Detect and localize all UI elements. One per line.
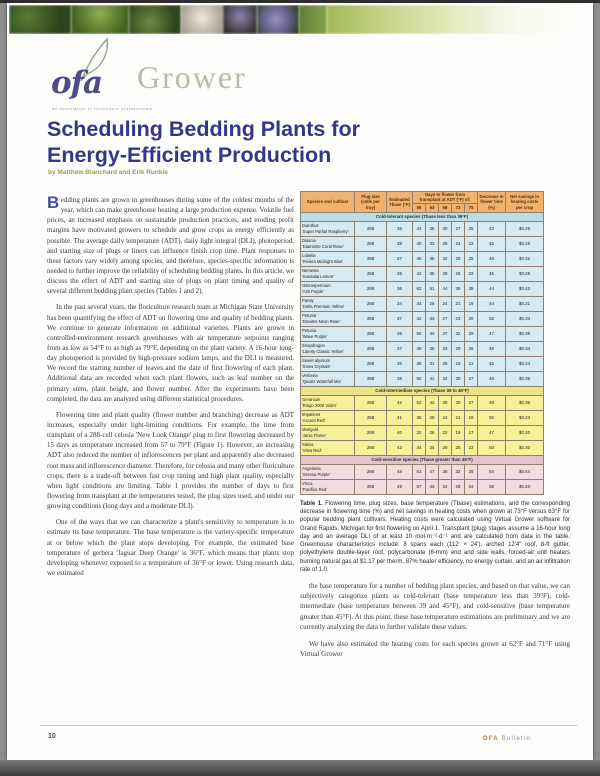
days-cell: 61: [413, 464, 426, 479]
table-row: [301, 281, 544, 296]
days-cell: 41: [426, 371, 439, 386]
tbase-cell: 42: [387, 395, 413, 410]
days-cell: 28: [452, 479, 465, 494]
tbase-cell: 38: [387, 236, 413, 251]
days-cell: 23: [452, 311, 465, 326]
col-header-adt-temp: 78: [465, 203, 478, 212]
cultivar-name: 'Riviera Midnight Blue': [302, 258, 344, 264]
species-cell: Snapdragon 'Liberty Classic Yellow': [301, 341, 355, 356]
days-cell: 44: [426, 326, 439, 341]
days-cell: 29: [426, 410, 439, 425]
table1: [300, 191, 544, 495]
days-cell: 35: [465, 281, 478, 296]
plug-size-cell: 288: [355, 281, 387, 296]
section-band-label: Cold-intermediate species (Tbase 39 to 45°F): [301, 386, 544, 395]
days-cell: 32: [413, 425, 426, 440]
days-cell: 24: [465, 479, 478, 494]
days-cell: 27: [465, 395, 478, 410]
tbase-cell: 34: [387, 296, 413, 311]
decrease-cell: 54: [478, 464, 506, 479]
days-cell: 33: [426, 236, 439, 251]
days-cell: 28: [452, 251, 465, 266]
logo-tagline: an association of floriculture professionals: [52, 106, 153, 111]
species-cell: Petunia 'Dreams Neon Rose': [301, 311, 355, 326]
body-paragraph: Bedding plants are grown in greenhouses during some of the coldest months of the year, which can make greenhouse heating a large production expense. Volatile fuel prices, an increased emphasis on sustainable production practices, and eroding profit margins have motivated growers to schedule and grow crops as energy efficiently as possible. The average daily temperature (ADT), daily light integral (DLI), photoperiod, and starting size of plugs or liners can influence finish crop time. Plant responses to these factors vary widely among species, and therefore, species-specific information is needed to further improve the reliability of scheduling bedding plants. In this article, we discuss the effect of ADT and starting size of plugs on plant timing and quality of several different bedding plant species (Tables 1 and 2).: [47, 193, 294, 296]
days-cell: 36: [413, 410, 426, 425]
cultivar-name: 'Vista Red': [302, 447, 322, 453]
days-cell: 25: [465, 251, 478, 266]
section-band-row: [301, 386, 544, 395]
species-cell: Sweet alyssum 'Snow Crystals': [301, 356, 355, 371]
plug-size-cell: 288: [355, 326, 387, 341]
col-header-species: Species and cultivar: [301, 192, 355, 213]
table1-caption: [300, 500, 570, 574]
decrease-cell: 50: [478, 410, 506, 425]
days-cell: 40: [413, 236, 426, 251]
days-cell: 20: [465, 311, 478, 326]
table-row: [301, 236, 544, 251]
days-cell: 38: [413, 356, 426, 371]
plug-size-cell: 288: [355, 425, 387, 440]
days-cell: 37: [439, 326, 452, 341]
days-cell: 21: [452, 410, 465, 425]
savings-cell: $0.35: [506, 371, 544, 386]
days-cell: 29: [439, 440, 452, 455]
photo-banner: [9, 5, 591, 34]
days-cell: 57: [413, 479, 426, 494]
savings-cell: $0.34: [506, 341, 544, 356]
table-row: [301, 464, 544, 479]
tbase-cell: 38: [387, 371, 413, 386]
days-cell: 44: [439, 281, 452, 296]
plug-size-cell: 288: [355, 221, 387, 236]
days-cell: 48: [413, 341, 426, 356]
species-cell: Verbena 'Quartz Waterfall Mix': [301, 371, 355, 386]
plug-size-cell: 288: [355, 311, 387, 326]
table1-body: [301, 212, 544, 494]
tbase-cell: 48: [387, 464, 413, 479]
logo-ofa-text: ofa: [51, 65, 103, 101]
days-cell: 35: [426, 440, 439, 455]
decrease-cell: 47: [478, 425, 506, 440]
logo-grower-text: Grower: [137, 59, 247, 95]
table-row: [301, 440, 544, 455]
cultivar-name: 'Sunsatia Lemon': [302, 273, 334, 279]
tbase-cell: 49: [387, 479, 413, 494]
days-cell: 34: [439, 479, 452, 494]
table-row: [301, 221, 544, 236]
decrease-cell: 46: [478, 251, 506, 266]
body-paragraph: the base temperature for a number of bedding plant species, and based on that value, we can subjectively categorize plants as cold-tolerant (base temperature less than 39°F), cold-intermediate (base temperature between 39 and 45°F), and cold-sensitive (base temperature greater than 45°F). At this point, these base temperature estimations are preliminary and we are currently analyzing the data to further validate these values.: [300, 582, 570, 631]
days-cell: 17: [465, 425, 478, 440]
banner-green-fade: [327, 5, 591, 34]
section-band-row: [301, 455, 544, 464]
title-line-1: Scheduling Bedding Plants for: [47, 117, 360, 142]
days-cell: 39: [452, 281, 465, 296]
banner-photo-white-flower: [181, 5, 223, 34]
decrease-cell: 46: [478, 341, 506, 356]
table-row: [301, 251, 544, 266]
days-cell: 22: [465, 440, 478, 455]
table-row: [301, 266, 544, 281]
cultivar-name: 'Janie Flame': [302, 432, 327, 438]
savings-cell: $0.33: [506, 311, 544, 326]
cultivar-name: 'Super Parfait Raspberry': [302, 228, 349, 234]
decrease-cell: 48: [478, 395, 506, 410]
table-row: [301, 341, 544, 356]
days-cell: 23: [452, 356, 465, 371]
cultivar-name: 'Diamonte Coral Rose': [302, 243, 344, 249]
table-row: [301, 356, 544, 371]
days-cell: 44: [413, 221, 426, 236]
savings-cell: $0.44: [506, 464, 544, 479]
cultivar-name: 'Asti Purple': [302, 288, 324, 294]
days-cell: 46: [413, 251, 426, 266]
savings-cell: $0.20: [506, 425, 544, 440]
cultivar-name: 'Pacifica Red': [302, 486, 328, 492]
savings-cell: $0.28: [506, 266, 544, 281]
days-cell: 24: [439, 410, 452, 425]
savings-cell: $0.36: [506, 395, 544, 410]
species-cell: Osteospermum 'Asti Purple': [301, 281, 355, 296]
cultivar-name: 'Snow Crystals': [302, 363, 331, 369]
days-cell: 21: [452, 296, 465, 311]
days-cell: 30: [452, 371, 465, 386]
savings-cell: $0.29: [506, 221, 544, 236]
species-cell: Angelonia 'Serena Purple': [301, 464, 355, 479]
days-cell: 22: [465, 236, 478, 251]
savings-cell: $0.40: [506, 479, 544, 494]
plug-size-cell: 288: [355, 356, 387, 371]
decrease-cell: 44: [478, 281, 506, 296]
species-cell: Salvia 'Vista Red': [301, 440, 355, 455]
species-cell: Lobelia 'Riviera Midnight Blue': [301, 251, 355, 266]
days-cell: 19: [465, 296, 478, 311]
plug-size-cell: 288: [355, 440, 387, 455]
savings-cell: $0.23: [506, 410, 544, 425]
table-row: [301, 371, 544, 386]
days-cell: 28: [465, 464, 478, 479]
col-header-adt-temp: 68: [439, 203, 452, 212]
days-cell: 27: [465, 371, 478, 386]
banner-photo-grass: [299, 5, 327, 34]
table-row: [301, 395, 544, 410]
species-cell: Nemesia 'Sunsatia Lemon': [301, 266, 355, 281]
days-cell: 34: [439, 371, 452, 386]
days-cell: 44: [413, 440, 426, 455]
tbase-cell: 36: [387, 326, 413, 341]
col-header-plug-size: Plug size (cells per tray): [355, 192, 387, 213]
col-header-adt-temp: 73: [452, 203, 465, 212]
days-cell: 24: [439, 296, 452, 311]
days-cell: 27: [452, 221, 465, 236]
days-cell: 26: [426, 425, 439, 440]
days-cell: 18: [465, 410, 478, 425]
col-header-adt-temp: 58: [413, 203, 426, 212]
savings-cell: $0.26: [506, 236, 544, 251]
cultivar-name: 'Ringo 2000 Violet': [302, 402, 337, 408]
plug-size-cell: 288: [355, 251, 387, 266]
days-cell: 28: [439, 236, 452, 251]
days-cell: 51: [426, 281, 439, 296]
days-cell: 38: [439, 464, 452, 479]
days-cell: 19: [452, 425, 465, 440]
days-cell: 38: [426, 251, 439, 266]
days-cell: 47: [426, 464, 439, 479]
tbase-cell: 36: [387, 221, 413, 236]
days-cell: 30: [452, 395, 465, 410]
days-cell: 24: [452, 236, 465, 251]
tbase-cell: 37: [387, 251, 413, 266]
plug-size-cell: 288: [355, 266, 387, 281]
right-column-paragraphs: [300, 581, 570, 659]
days-cell: 32: [452, 464, 465, 479]
days-cell: 35: [426, 266, 439, 281]
caption-text: Flowering time, plug sizes, base temperature (Tbase) estimations, and the corresponding decrease in flowering time (%) and net savings in heating costs when grown at 73°F versus 63°F for popular bedding plant cultivars. Heating costs were calculated using Virtual Grower software for Grand Rapids, Michigan for first flowering on April 1. Transplant (plug) stages assume a 16-hour long day and an average DLI of at least 10 mol·m⁻²·d⁻¹ and are calculated from data in the table. Greenhouse characteristics include: 8 spans each (112' × 24'), arched 12'4" roof, 8-ft gutter, polyethylene double-layer roof, polycarbonate (8-mm) end and side walls, forced-air unit heaters burning natural gas at $1.17 per therm, 87% heater efficiency, no energy curtain, and an air infiltration rate of 1.0.: [300, 500, 570, 573]
savings-cell: $0.32: [506, 251, 544, 266]
banner-photo-lavender-bloom: [223, 5, 257, 34]
days-cell: 35: [439, 395, 452, 410]
section-band-row: [301, 212, 544, 221]
publication-label: [483, 736, 531, 742]
byline: by Matthew Blanchard and Erik Runkle: [48, 169, 168, 176]
drop-cap: B: [47, 193, 60, 212]
tbase-cell: 37: [387, 311, 413, 326]
plug-size-cell: 288: [355, 395, 387, 410]
body-paragraph: Flowering time and plant quality (flower number and branching) decrease as ADT increases, especially under light-limiting conditions. For example, the time from transplant of a 288-cell celosia 'New Look Orange' plug to first flowering decreased by 15 days as temperature increased from 57 to 79°F (Figure 1). However, an increasing ADT also reduced the number of inflorescences per plant and apparently also decreased root mass and inflorescence diameter. Therefore, for celosia and many other floriculture crops, there is a trade-off between fast crop timing and high plant quality, especially when light conditions are limiting. Table 1 provides the number of days to first flowering from transplant at the temperatures tested, the plug sizes used, and under our growing conditions (long days and a moderate DLI).: [47, 410, 294, 511]
publication-org: OFA: [482, 736, 499, 742]
plug-size-cell: 288: [355, 410, 387, 425]
days-cell: 25: [452, 440, 465, 455]
days-cell: 21: [465, 356, 478, 371]
plug-size-cell: 288: [355, 464, 387, 479]
table-row: [301, 425, 544, 440]
days-cell: 27: [439, 311, 452, 326]
tbase-cell: 37: [387, 341, 413, 356]
days-cell: 55: [413, 326, 426, 341]
banner-photo-green-leaves: [71, 5, 129, 34]
days-cell: 22: [439, 425, 452, 440]
days-cell: 32: [452, 326, 465, 341]
species-cell: Geranium 'Ringo 2000 Violet': [301, 395, 355, 410]
days-cell: 29: [439, 266, 452, 281]
right-column: [300, 191, 570, 665]
decrease-cell: 45: [478, 356, 506, 371]
savings-cell: $0.43: [506, 281, 544, 296]
col-header-savings: Net savings in heating costs per crop: [506, 192, 544, 213]
plug-size-cell: 288: [355, 341, 387, 356]
body-paragraph: We have also estimated the heating costs for each species grown at 62°F and 71°F using Virtual Grower: [300, 639, 570, 658]
species-cell: Marigold 'Janie Flame': [301, 425, 355, 440]
cultivar-name: 'Quartz Waterfall Mix': [302, 378, 342, 384]
species-cell: Dianthus 'Super Parfait Raspberry': [301, 221, 355, 236]
days-cell: 42: [426, 395, 439, 410]
tbase-cell: 40: [387, 425, 413, 440]
days-cell: 42: [413, 266, 426, 281]
plug-size-cell: 288: [355, 236, 387, 251]
tbase-cell: 43: [387, 440, 413, 455]
decrease-cell: 46: [478, 371, 506, 386]
tbase-cell: 36: [387, 356, 413, 371]
days-cell: 26: [465, 341, 478, 356]
table1-header: [301, 192, 544, 213]
banner-photo-dark-foliage: [9, 5, 71, 34]
days-cell: 33: [439, 341, 452, 356]
days-cell: 31: [426, 356, 439, 371]
decrease-cell: 58: [478, 479, 506, 494]
plug-size-cell: 288: [355, 479, 387, 494]
days-cell: 25: [465, 221, 478, 236]
plug-size-cell: 288: [355, 371, 387, 386]
banner-photo-purple-flowers: [257, 5, 299, 34]
days-cell: 23: [465, 266, 478, 281]
species-cell: Petunia 'Wave Purple': [301, 326, 355, 341]
plug-size-cell: 288: [355, 296, 387, 311]
savings-cell: $0.21: [506, 296, 544, 311]
table-row: [301, 296, 544, 311]
cultivar-name: 'Delta Premium Yellow': [302, 303, 345, 309]
days-cell: 29: [452, 341, 465, 356]
savings-cell: $0.38: [506, 326, 544, 341]
species-cell: Impatiens 'Accent Red': [301, 410, 355, 425]
savings-cell: $0.30: [506, 440, 544, 455]
decrease-cell: 44: [478, 296, 506, 311]
cultivar-name: 'Wave Purple': [302, 333, 328, 339]
left-column-paragraphs: [47, 195, 294, 584]
table-row: [301, 311, 544, 326]
decrease-cell: 45: [478, 266, 506, 281]
tbase-cell: 36: [387, 281, 413, 296]
title-line-2: Energy-Efficient Production: [47, 142, 332, 167]
cultivar-name: 'Liberty Classic Yellow': [302, 348, 344, 354]
body-paragraph: In the past several years, the floriculture research team at Michigan State University has been quantifying the effect of ADT on flowering time and quality of bedding plants. We continue to generate information on additional varieties. Plants are grown in controlled-environment research greenhouses with air temperature setpoints ranging from as low as 54°F to as high as 79°F, depending on the plant variety. A 16-hour long-day photoperiod is provided by high-pressure sodium lamps, and the DLI is measured. We record the starting number of leaves and the date of first flowering of each plant. Additional data are recorded when each plant flowers, such as leaf number on the primary stem, plant height, and flower number. After the experiments have been completed, the data are analyzed using different statistical procedures.: [47, 303, 294, 403]
days-cell: 28: [426, 296, 439, 311]
days-cell: 30: [439, 221, 452, 236]
footer-rule: [40, 725, 577, 726]
days-cell: 26: [452, 266, 465, 281]
days-cell: 36: [426, 221, 439, 236]
days-cell: 29: [465, 326, 478, 341]
caption-lead: Table 1.: [300, 500, 323, 507]
tbase-cell: 41: [387, 410, 413, 425]
days-cell: 32: [439, 251, 452, 266]
days-cell: 26: [439, 356, 452, 371]
days-cell: 50: [413, 371, 426, 386]
tbase-cell: 35: [387, 266, 413, 281]
table-row: [301, 479, 544, 494]
decrease-cell: 50: [478, 440, 506, 455]
savings-cell: $0.24: [506, 356, 544, 371]
cultivar-name: 'Dreams Neon Rose': [302, 318, 341, 324]
article-title: [47, 117, 360, 168]
species-cell: Diascia 'Diamonte Coral Rose': [301, 236, 355, 251]
page-bottom-shadow: [0, 760, 600, 776]
col-header-decrease: Decrease in flower time (%): [478, 192, 506, 213]
days-cell: 52: [413, 395, 426, 410]
banner-photo-foliage: [129, 5, 181, 34]
cultivar-name: 'Serena Purple': [302, 471, 331, 477]
cultivar-name: 'Accent Red': [302, 417, 326, 423]
days-cell: 39: [426, 341, 439, 356]
section-band-label: Cold-tolerant species (Tbase less than 39°F): [301, 212, 544, 221]
publication-name: Bulletin: [501, 736, 531, 742]
decrease-cell: 47: [478, 326, 506, 341]
species-cell: Vinca 'Pacifica Red': [301, 479, 355, 494]
page-number: 10: [48, 733, 56, 740]
decrease-cell: 52: [478, 311, 506, 326]
decrease-cell: 45: [478, 236, 506, 251]
days-cell: 33: [426, 311, 439, 326]
table-row: [301, 326, 544, 341]
col-header-tbase: Estimated Tbase (°F): [387, 192, 413, 213]
col-header-days-group: Days to flower from transplant at ADT (°F) of:: [413, 192, 478, 204]
species-cell: Pansy 'Delta Premium Yellow': [301, 296, 355, 311]
days-cell: 43: [426, 479, 439, 494]
magazine-page: [7, 3, 593, 760]
decrease-cell: 43: [478, 221, 506, 236]
days-cell: 42: [413, 311, 426, 326]
days-cell: 62: [413, 281, 426, 296]
section-band-label: Cold-sensitive species (Tbase greater than 45°F): [301, 455, 544, 464]
table-row: [301, 410, 544, 425]
col-header-adt-temp: 63: [426, 203, 439, 212]
body-paragraph: One of the ways that we can characterize a plant's sensitivity to temperature is to estimate its base temperature. The base temperature is the variety-specific temperature at or below which the plant stops developing. For example, the estimated base temperature of gerbera 'Jaguar Deep Orange' is 36°F, which means that plants stop developing whenever exposed to a temperature of 36°F or lower. Using research data, we estimated: [47, 518, 294, 577]
days-cell: 34: [413, 296, 426, 311]
